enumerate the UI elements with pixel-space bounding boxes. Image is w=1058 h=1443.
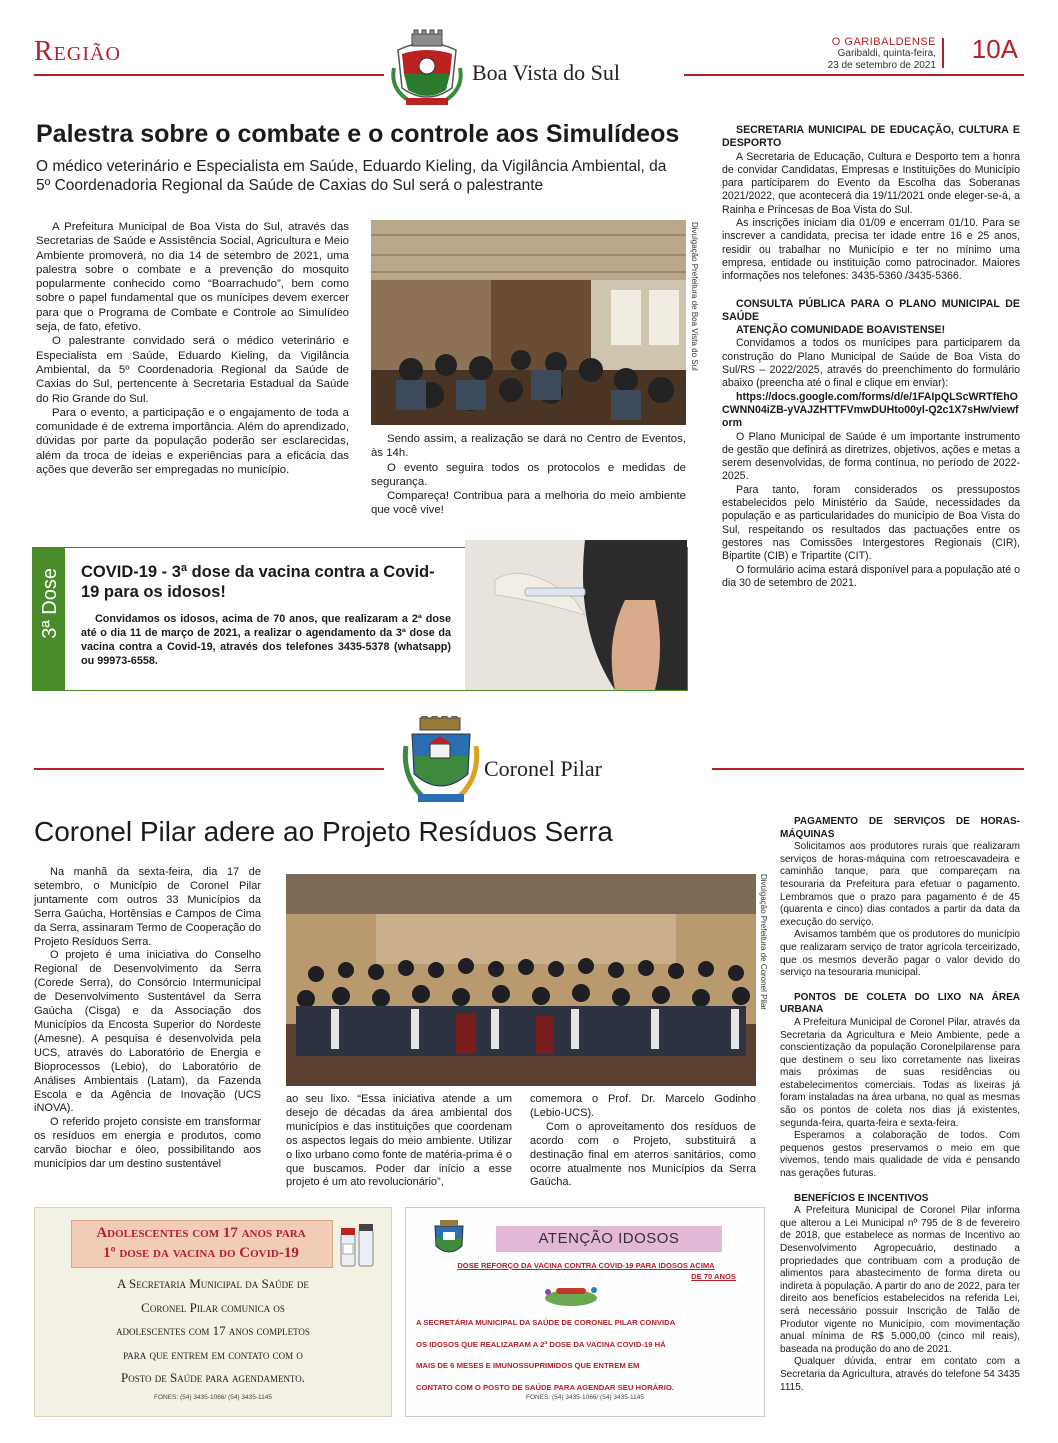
dateline-2: 23 de setembro de 2021 — [827, 60, 936, 71]
notice-line: para que entrem em contato com o — [123, 1346, 303, 1362]
form-link[interactable]: https://docs.google.com/forms/d/e/1FAIpQLScWRTfEhOCWNN04iZB-yVAJZHTTFVmwDUHto00yl-Q2c1X7sHw/viewform — [722, 390, 1019, 430]
sidebar-title: CONSULTA PÚBLICA PARA O PLANO MUNICIPAL DE SAÚDE — [722, 297, 1020, 323]
publication-name: O GARIBALDENSE — [831, 36, 936, 48]
cp-group-photo — [286, 874, 756, 1086]
bvs-subhead: O médico veterinário e Especialista em Saúde, Eduardo Kieling, da Vigilância Ambiental, da 5º Coordenadoria Regional da Saúde de Caxias do Sul será o palestrante — [36, 158, 667, 194]
cp-rule-right — [712, 768, 1024, 770]
notice2-subtitle-line: DE 70 ANOS — [691, 1272, 736, 1281]
vaccine-vial-icon — [536, 1284, 606, 1308]
notice2-line: OS IDOSOS QUE REALIZARAM A 2ª DOSE DA VACINA COVID-19 HÁ — [416, 1339, 666, 1349]
header-rule-left — [34, 74, 384, 76]
page-number-divider — [942, 38, 944, 68]
notice-title-line: 1º dose da vacina do Covid-19 — [103, 1245, 299, 1261]
paragraph: O formulário acima estará disponível para a população até o dia 30 de setembro de 2021. — [722, 563, 1020, 589]
cp-body-col2 — [286, 1093, 512, 1190]
paragraph: O projeto é uma iniciativa do Conselho Regional de Desenvolvimento da Serra (Corede Serra), do Consórcio Intermunicipal de Desenvolvimento Sustentável da Serra Gaúcha (Cisga) e da Associação dos Municípios da Encosta Superior do Nordeste (Amesne). A pesquisa é desenvolvida pela UCS, através do Laboratório de Energia e Bioprocessos (Lebio), do Laboratório de Análises Ambientais (Latam), da Fazenda Escola e da Agência de Inovação (UCS iNOVA). — [34, 949, 261, 1115]
notice2-line: CONTATO COM O POSTO DE SAÚDE PARA AGENDAR SEU HORÁRIO. — [416, 1382, 674, 1392]
publication-block — [828, 36, 936, 72]
notice2-phones: FONES: (54) 3435-1066/ (54) 3435-1145 — [525, 1394, 645, 1401]
notice-phones: FONES: (54) 3435-1066/ (54) 3435-1145 — [153, 1394, 273, 1401]
paragraph: A Prefeitura Municipal de Boa Vista do Sul, através das Secretarias de Saúde e Assistência Social, Agricultura e Meio Ambiente promoverá, no dia 14 de setembro de 2021, uma palestra sobre o combate e a prevenção do mosquito popularmente conhecido como “Boarrachudo”, bem como sobre o papel fundamental que os munícipes devem exercer para que o Programa de Combate e Controle ao Simulídeo seja, de fato, efetivo. — [36, 221, 349, 334]
notice2-line: A SECRETÁRIA MUNICIPAL DA SAÚDE DE CORONEL PILAR CONVIDA — [416, 1318, 676, 1327]
paragraph: Com o aproveitamento dos resíduos de acordo com o Projeto, substituirá a destinação final em aterros sanitários, como ocorre atualmente nos Municípios da Serra Gaúcha. — [530, 1120, 756, 1189]
cp-body-col3 — [530, 1093, 756, 1190]
sidebar-title: PAGAMENTO DE SERVIÇOS DE HORAS-MÁQUINAS — [780, 816, 1020, 840]
covid-tab — [33, 548, 65, 690]
town-name-cp: Coronel Pilar — [484, 756, 602, 781]
bvs-body-col1 — [36, 220, 349, 477]
bvs-sidebar — [722, 124, 1020, 590]
paragraph: A Prefeitura Municipal de Coronel Pilar informa que alterou a Lei Municipal nº 795 de 8 de fevereiro de 2018, que estabelece as normas de Incentivo ao Desenvolvimento Agropecuário, destinado a propriedades que contribuam com a produção de alimentos para abastecimento de forma direta ou indireta à população. A partir do ano de 2022, para ter direito aos benefícios estabelecidos na referida Lei, será necessário possuir Inscrição de Talão de Produtor vigente no Município, com movimentação anual mínima de R$ 5.000,00 (cinco mil reais), baseada na produção do ano de 2021. — [780, 1205, 1020, 1355]
spacer — [722, 284, 1020, 298]
paragraph: O referido projeto consiste em transformar os resíduos em energia e produtos, como carvão biochar e óleo, possibilitando aos municípios dar um destino sustentável — [34, 1116, 261, 1171]
notice2-subtitle — [436, 1260, 736, 1282]
adolescents-vaccine-notice — [34, 1207, 392, 1417]
cp-body-col1 — [34, 866, 261, 1172]
paragraph: Compareça! Contribua para a melhoria do meio ambiente que você vive! — [371, 490, 686, 517]
covid-tab-label: 3ª Dose — [39, 568, 61, 639]
paragraph: Para tanto, foram considerados os pressupostos estabelecidos pelo Ministério da Saúde, necessidades da população e as particularidades do município de Boa Vista do Sul, respeitando os resultados das pactuações entre os gestores nas Comissões Intergestores Regionais (CIR), Bipartite (CIB) e Tripartite (CIT). — [722, 483, 1020, 563]
paragraph: ao seu lixo. “Essa iniciativa atende a um desejo de décadas da área ambiental dos municípios e das instituições que coordenam os aspectos legais do meio ambiente. Utilizar o lixo urbano como fonte de matéria-prima é o que buscamos. Poder dar início a esse projeto é um ato revolucionário”, — [286, 1093, 512, 1189]
vaccination-photo — [465, 540, 687, 690]
coronel-pilar-crest-icon — [402, 716, 480, 808]
bvs-photo-credit: Divulgação Prefeitura de Boa Vista do Sul — [690, 222, 699, 371]
paragraph: Avisamos também que os produtores do município que realizaram serviço de trator agrícola terceirizado, que os mesmos deverão pagar o valor devido do serviço na tesouraria municipal. — [780, 929, 1020, 979]
paragraph: Na manhã da sexta-feira, dia 17 de setembro, o Município de Coronel Pilar juntamente com outros 33 Municípios da Serra Gaúcha, Hortênsias e Campos de Cima da Serra, assinaram Termo de Cooperação do Projeto Resíduos Serra. — [34, 866, 261, 948]
page-number: 10A — [971, 34, 1018, 64]
boa-vista-do-sul-crest-icon — [388, 28, 466, 108]
notice-body — [45, 1272, 381, 1390]
paragraph: Para o evento, a participação e o engajamento de toda a comunidade é de extrema importância. Além do aprendizado, dúvidas por parte da população poderão ser esclarecidas, além da troca de ideias e experiências para a eficácia das ações que deverão ser empregadas no município. — [36, 406, 349, 477]
paragraph: O Plano Municipal de Saúde é um importante instrumento de gestão que definirá as diretrizes, objetivos, ações e metas a serem desenvolvidas, de forma contínua, no período de 2022-2025. — [722, 430, 1020, 483]
notice2-line: MAIS DE 6 MESES E IMUNOSSUPRIMIDOS QUE ENTREM EM — [416, 1361, 640, 1370]
paragraph: Convidamos a todos os munícipes para participarem da construção do Plano Municipal de Saúde de Boa Vista do Sul/RS – 2022/2025, através do preenchimento do formulário abaixo (preencha até o final e clique em enviar): — [722, 337, 1020, 390]
covid-body: Convidamos os idosos, acima de 70 anos, que realizaram a 2ª dose até o dia 11 de março de 2021, a realizar o agendamento da 3ª dose da vacina contra a Covid-19, através dos telefones 3435-5378 (whatsapp) ou 99973-6558. — [81, 613, 451, 667]
notice-title — [71, 1223, 331, 1263]
sidebar-title: BENEFÍCIOS E INCENTIVOS — [794, 1192, 929, 1204]
sidebar-subtitle: ATENÇÃO COMUNIDADE BOAVISTENSE! — [736, 324, 946, 337]
notice2-body — [416, 1312, 754, 1398]
sidebar-title: PONTOS DE COLETA DO LIXO NA ÁREA URBANA — [780, 991, 1020, 1016]
header-rule-right — [684, 74, 1024, 76]
paragraph: comemora o Prof. Dr. Marcelo Godinho (Lebio-UCS). — [530, 1093, 756, 1119]
spacer — [780, 980, 1020, 992]
town-name-bvs: Boa Vista do Sul — [472, 60, 621, 85]
paragraph: A Secretaria de Educação, Cultura e Desporto tem a honra de convidar Candidatas, Empresas e Instituições do Município para participarem do Evento da Escolha das Soberanas 2021/2022, que acontecerá dia 19/11/2021 onde eleger-se-á, a Rainha e Princesas de Boa Vista do Sul. — [722, 150, 1020, 216]
notice2-title: ATENÇÃO IDOSOS — [538, 1230, 680, 1247]
notice-line: Coronel Pilar comunica os — [141, 1299, 285, 1315]
paragraph: Solicitamos aos produtores rurais que realizaram serviços de horas-máquina com retroescavadeira e caminhão tanque, para que compareçam na tesouraria da Prefeitura para efetuar o pagamento. Lembramos que o prazo para pagamento é de 45 (quarenta e cinco) dias contados a partir da data da execução do serviço. — [780, 841, 1020, 928]
paragraph: As inscrições iniciam dia 01/09 e encerram 01/10. Para se inscrever a candidata, precisa ter idade entre 16 e 25 anos, residir ou trabalhar no Município e ter no mínimo uma empresa, entidade ou instituição como patrocinador. Maiores informações nos telefones: 3435-5360 /3435-5366. — [722, 217, 1020, 283]
cp-rule-left — [34, 768, 384, 770]
sidebar-title: SECRETARIA MUNICIPAL DE EDUCAÇÃO, CULTURA E DESPORTO — [722, 124, 1020, 150]
cp-sidebar — [780, 816, 1020, 1394]
covid-third-dose-box — [32, 547, 688, 691]
paragraph: Esperamos a colaboração de todos. Com pequenos gestos preservamos o meio em que vivemos, tendo mais qualidade de vida e pensando nas gerações futuras. — [780, 1130, 1020, 1180]
notice-line: adolescentes com 17 anos completos — [116, 1323, 310, 1338]
spacer — [780, 1181, 1020, 1193]
notice-title-line: Adolescentes com 17 anos para — [96, 1225, 306, 1241]
paragraph: Qualquer dúvida, entrar em contato com a Secretaria da Agricultura, através do telefone 54 3435 1115. — [780, 1356, 1020, 1393]
section-label: Região — [34, 36, 121, 67]
paragraph: O palestrante convidado será o médico veterinário e Especialista em Saúde, Eduardo Kieling, da Vigilância Ambiental, da 5º Coordenadoria Regional da Saúde de Caxias do Sul, pertencente à Secretaria Estadual da Saúde do Rio Grande do Sul. — [36, 335, 349, 405]
covid-title: COVID-19 - 3ª dose da vacina contra a Covid-19 para os idosos! — [81, 563, 435, 601]
elderly-booster-notice — [405, 1207, 765, 1417]
notice-line: A Secretaria Municipal da Saúde de — [117, 1276, 309, 1291]
dateline-1: Garibaldi, quinta-feira, — [837, 48, 936, 59]
vaccine-vial-icon — [337, 1216, 379, 1270]
notice-line: Posto de Saúde para agendamento. — [120, 1370, 306, 1385]
paragraph: A Prefeitura Municipal de Coronel Pilar, através da Secretaria da Agricultura e Meio Ambiente, pede a conscientização da população Coronelpilarense para que destinem o seu lixo corretamente nas lixeiras mais próximas de suas residências ou estabelecimentos comerciais. Todas as lixeiras já foram instaladas na área urbana, no qual as mesmas são os pontos de coleta nos dias já existentes, segunda-feira, quarta-feira e sexta-feira. — [780, 1016, 1020, 1129]
cp-photo-credit: Divulgação Prefeitura de Coronel Pilar — [759, 874, 768, 1011]
coronel-pilar-crest-icon — [430, 1220, 468, 1260]
bvs-headline: Palestra sobre o combate e o controle aos Simulídeos — [36, 120, 680, 148]
paragraph: Sendo assim, a realização se dará no Centro de Eventos, às 14h. — [371, 433, 686, 460]
notice2-subtitle-line: DOSE REFORÇO DA VACINA CONTRA COVID-19 PARA IDOSOS ACIMA — [457, 1261, 715, 1270]
paragraph: O evento seguira todos os protocolos e medidas de segurança. — [371, 461, 686, 488]
cp-headline: Coronel Pilar adere ao Projeto Resíduos Serra — [34, 816, 613, 847]
bvs-body-col2 — [371, 432, 686, 518]
bvs-event-photo — [371, 220, 686, 425]
